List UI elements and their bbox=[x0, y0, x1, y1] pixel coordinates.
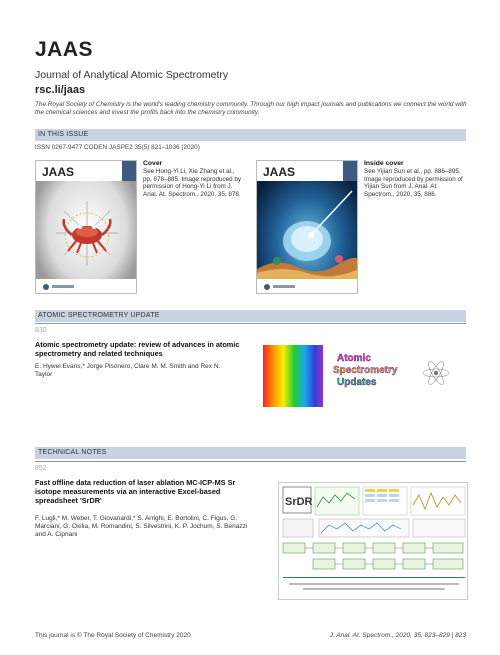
tech-article-title[interactable]: Fast offline data reduction of laser ablation MC-ICP-MS Sr isotope measurements via an interactive Excel-based spreadsheet 'SrDR' bbox=[35, 478, 236, 505]
asu-graphic-text-3: Updates bbox=[337, 377, 377, 388]
asu-article-title[interactable]: Atomic spectrometry update: review of advances in atomic spectrometry and related techniques bbox=[35, 340, 240, 358]
inside-cover-image[interactable] bbox=[256, 160, 358, 294]
cover-art bbox=[36, 161, 137, 294]
asu-graphical-abstract bbox=[263, 345, 468, 407]
cover-caption bbox=[143, 160, 243, 199]
cover-description: See Hong-Yi Li, Xie Zhang et al., pp. 878–885. Image reproduced by permission of Hong-Yi Li from J. Anal. At. Spectrom., 2020, 35, 878. bbox=[143, 167, 242, 199]
tech-graphical-abstract bbox=[278, 482, 468, 600]
asu-graphic-text-2: Spectrometry bbox=[333, 365, 398, 376]
tech-rule bbox=[35, 461, 466, 462]
atom-icon bbox=[423, 360, 449, 387]
tech-page-number: 852 bbox=[35, 465, 47, 472]
inside-cover-logo: JAAS bbox=[263, 165, 296, 179]
tech-article-authors: F. Lugli,* M. Weber, T. Giovanardi,* S. Arrighi, E. Bortolini, C. Figus, G. Marciani, G. Oxilia, M. Romandini, S. Silvestrini, K. P. Jochum, S. Benazzi and A. Cipriani bbox=[35, 515, 248, 539]
journal-description: The Royal Society of Chemistry is the world's leading chemistry community. Through our high impact journals and publications we connect the world with the chemical sciences and invest the profits back into the chemistry community. bbox=[35, 101, 467, 116]
footer-copyright: This journal is © The Royal Society of Chemistry 2020 bbox=[35, 632, 191, 639]
inside-cover-caption bbox=[364, 160, 464, 199]
inside-cover-description: See Yijian Sun et al., pp. 886–895. Image reproduced by permission of Yijian Sun from J. Anal. At. Spectrom., 2020, 35, 886. bbox=[364, 167, 463, 199]
asu-graphic bbox=[263, 345, 468, 407]
srdr-logo: SrDR bbox=[285, 496, 313, 508]
asu-graphic-text-1: Atomic bbox=[337, 353, 371, 364]
footer-citation: J. Anal. At. Spectrom., 2020, 35, 823–829 | 823 bbox=[329, 632, 466, 639]
asu-page-number: 830 bbox=[35, 327, 47, 334]
issn-line: ISSN 0267-9477 CODEN JASPE2 35(5) 821–1036 (2020) bbox=[35, 144, 200, 151]
journal-title: JAAS bbox=[35, 38, 94, 61]
asu-article-authors: E. Hywel Evans,* Jorge Pisonero, Clare M. M. Smith and Rex N. Taylor bbox=[35, 363, 221, 379]
inside-cover-label: Inside cover bbox=[364, 160, 404, 167]
journal-url-link[interactable]: rsc.li/jaas bbox=[35, 84, 86, 96]
tech-graphic bbox=[279, 483, 469, 601]
cover-image[interactable] bbox=[35, 160, 137, 294]
in-this-issue-header: IN THIS ISSUE bbox=[35, 129, 466, 141]
asu-section-header: ATOMIC SPECTROMETRY UPDATE bbox=[35, 310, 466, 322]
cover-logo: JAAS bbox=[42, 165, 75, 179]
cover-label: Cover bbox=[143, 160, 163, 167]
tech-section-header: TECHNICAL NOTES bbox=[35, 447, 466, 459]
journal-full-name: Journal of Analytical Atomic Spectrometry bbox=[35, 69, 229, 81]
inside-cover-art bbox=[257, 161, 358, 294]
asu-rule bbox=[35, 323, 466, 324]
